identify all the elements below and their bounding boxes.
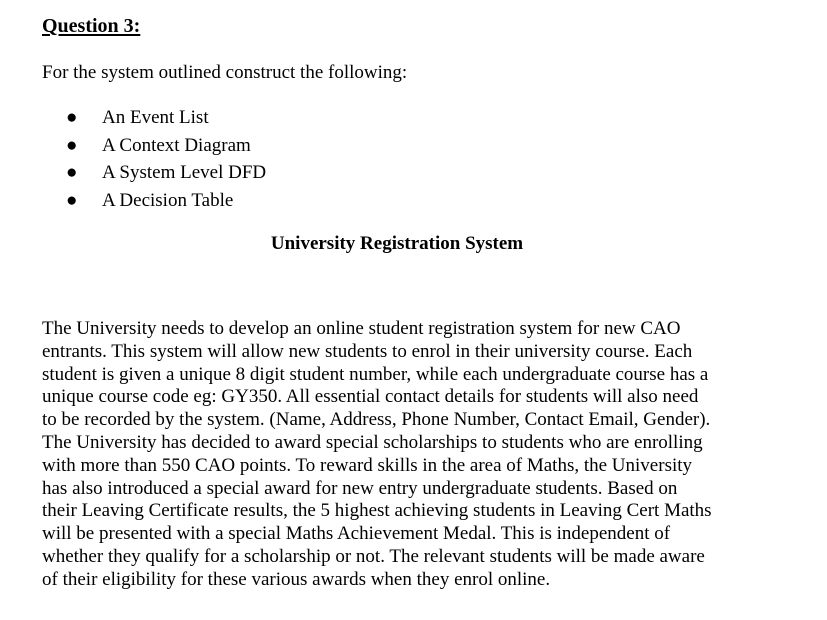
section-title: University Registration System: [270, 233, 524, 254]
list-item: [66, 104, 266, 132]
body-line: with more than 550 CAO points. To reward skills in the area of Maths, the University: [42, 454, 693, 476]
task-label: A Decision Table: [102, 189, 234, 211]
body-line: unique course code eg: GY350. All essential contact details for students will also need: [42, 386, 699, 408]
task-label: A Context Diagram: [102, 134, 251, 156]
body-line: of their eligibility for these various awards when they enrol online.: [42, 568, 551, 590]
task-label: A System Level DFD: [102, 162, 267, 183]
body-line: The University has decided to award special scholarships to students who are enrolling: [42, 431, 703, 453]
list-item: [66, 132, 266, 160]
body-line: to be recorded by the system. (Name, Address, Phone Number, Contact Email, Gender).: [42, 409, 711, 431]
list-item: [66, 187, 266, 215]
body-line: whether they qualify for a scholarship or not. The relevant students will be made aware: [42, 545, 705, 567]
body-line: their Leaving Certificate results, the 5 highest achieving students in Leaving Cert Maths: [42, 500, 712, 522]
list-item: [66, 159, 266, 187]
body-line: entrants. This system will allow new students to enrol in their university course. Each: [42, 340, 693, 362]
task-label: An Event List: [102, 107, 209, 128]
body-line: has also introduced a special award for new entry undergraduate students. Based on: [42, 477, 678, 499]
task-list: [66, 104, 266, 214]
bullet-icon: ●: [66, 134, 78, 156]
bullet-icon: ●: [66, 107, 78, 128]
body-line: will be presented with a special Maths Achievement Medal. This is independent of: [42, 523, 671, 545]
body-paragraph: [42, 318, 762, 592]
bullet-icon: ●: [66, 189, 78, 211]
intro-text: For the system outlined construct the following:: [42, 62, 408, 83]
body-line: student is given a unique 8 digit student number, while each undergraduate course has a: [42, 363, 709, 385]
bullet-icon: ●: [66, 162, 78, 183]
question-heading: Question 3:: [42, 15, 141, 37]
body-line: The University needs to develop an online student registration system for new CAO: [42, 318, 681, 339]
